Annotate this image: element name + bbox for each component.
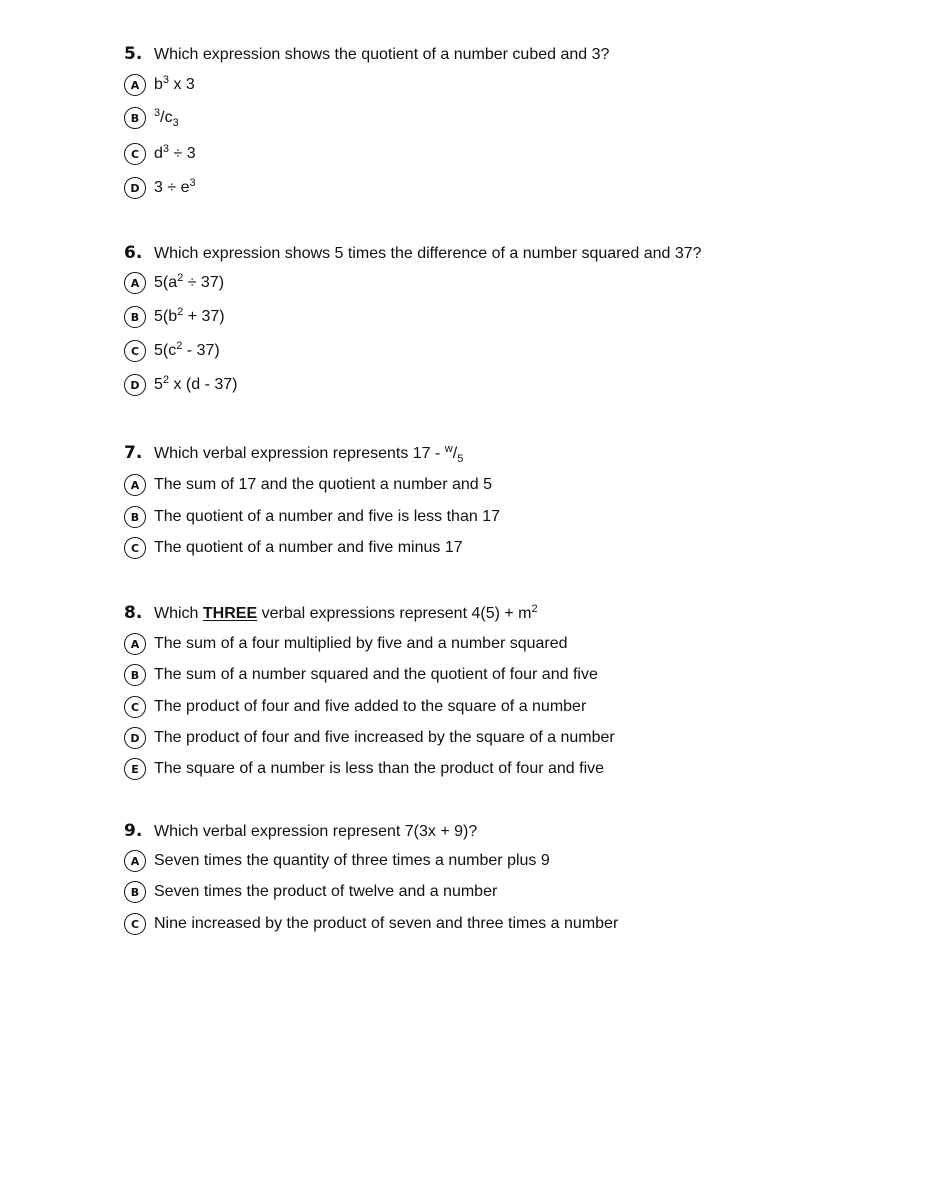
question-7 [124, 443, 884, 556]
option-text: Seven times the product of twelve and a number [154, 883, 498, 900]
option-letter-circle: A [124, 74, 146, 96]
question-header [124, 821, 884, 845]
question-number: 5. [124, 44, 143, 64]
option-text: The quotient of a number and five is less than 17 [154, 508, 500, 525]
question-header [124, 243, 884, 267]
question-text: Which expression shows the quotient of a number cubed and 3? [154, 46, 610, 63]
option-text: $3 \div e^3$ [154, 177, 196, 196]
question-header [124, 443, 884, 467]
option-text: $d^3 \div 3$ [154, 143, 196, 162]
question-9 [124, 821, 884, 932]
answer-option-b[interactable] [124, 506, 500, 528]
question-text: Which expression shows 5 times the difference of a number squared and 37? [154, 245, 702, 262]
option-text: $b^3$ x 3 [154, 74, 195, 93]
answer-option-b[interactable] [124, 107, 179, 129]
option-letter-circle: C [124, 913, 146, 935]
question-header [124, 603, 884, 627]
question-text: Which verbal expression represent 7(3x + 9)? [154, 823, 478, 840]
answer-option-a[interactable] [124, 633, 568, 655]
option-letter-circle: C [124, 537, 146, 559]
question-6 [124, 243, 884, 393]
option-text: $5(a^2 \div 37)$ [154, 272, 225, 291]
question-text: Which THREE verbal expressions represent $4(5) + m^2$ [154, 603, 538, 622]
option-text: $5^2$ x (d - 37) [154, 374, 238, 393]
option-letter-circle: C [124, 696, 146, 718]
question-number: 9. [124, 821, 143, 841]
question-5 [124, 44, 884, 196]
answer-option-c[interactable] [124, 696, 586, 718]
option-text: The sum of a number squared and the quotient of four and five [154, 666, 598, 683]
option-text: The product of four and five increased by the square of a number [154, 729, 615, 746]
option-text: $^3/c_3$ [154, 107, 179, 129]
question-text: Which verbal expression represents $17 - ^w/_5$ [154, 443, 464, 465]
option-text: The quotient of a number and five minus 17 [154, 539, 463, 556]
option-letter-circle: D [124, 374, 146, 396]
question-header [124, 44, 884, 68]
answer-option-c[interactable] [124, 340, 220, 362]
answer-option-d[interactable] [124, 727, 615, 749]
answer-option-e[interactable] [124, 758, 604, 780]
option-letter-circle: A [124, 850, 146, 872]
option-letter-circle: C [124, 340, 146, 362]
option-letter-circle: A [124, 272, 146, 294]
option-text: The square of a number is less than the product of four and five [154, 760, 605, 777]
option-text: Nine increased by the product of seven and three times a number [154, 915, 619, 932]
answer-option-a[interactable] [124, 850, 550, 872]
option-letter-circle: A [124, 633, 146, 655]
option-text: The sum of a four multiplied by five and a number squared [154, 635, 568, 652]
answer-option-a[interactable] [124, 74, 195, 96]
option-letter-circle: B [124, 881, 146, 903]
option-text: $5(c^2 - 37)$ [154, 340, 220, 359]
question-number: 7. [124, 443, 143, 463]
answer-option-b[interactable] [124, 881, 497, 903]
option-letter-circle: B [124, 506, 146, 528]
option-letter-circle: D [124, 727, 146, 749]
question-number: 6. [124, 243, 143, 263]
option-text: The sum of 17 and the quotient a number and 5 [154, 476, 493, 493]
option-letter-circle: E [124, 758, 146, 780]
answer-option-b[interactable] [124, 306, 225, 328]
answer-option-c[interactable] [124, 913, 618, 935]
answer-option-d[interactable] [124, 374, 238, 396]
answer-option-a[interactable] [124, 474, 492, 496]
option-text: Seven times the quantity of three times a number plus 9 [154, 852, 550, 869]
option-letter-circle: C [124, 143, 146, 165]
answer-option-d[interactable] [124, 177, 196, 199]
answer-option-b[interactable] [124, 664, 598, 686]
option-letter-circle: B [124, 306, 146, 328]
option-letter-circle: B [124, 107, 146, 129]
question-8 [124, 603, 884, 777]
question-number: 8. [124, 603, 143, 623]
option-text: $5(b^2 + 37)$ [154, 306, 225, 325]
answer-option-c[interactable] [124, 537, 463, 559]
option-text: The product of four and five added to the square of a number [154, 698, 587, 715]
answer-option-a[interactable] [124, 272, 224, 294]
emphasis-three: THREE [202, 605, 258, 622]
option-letter-circle: B [124, 664, 146, 686]
answer-option-c[interactable] [124, 143, 196, 165]
option-letter-circle: A [124, 474, 146, 496]
option-letter-circle: D [124, 177, 146, 199]
